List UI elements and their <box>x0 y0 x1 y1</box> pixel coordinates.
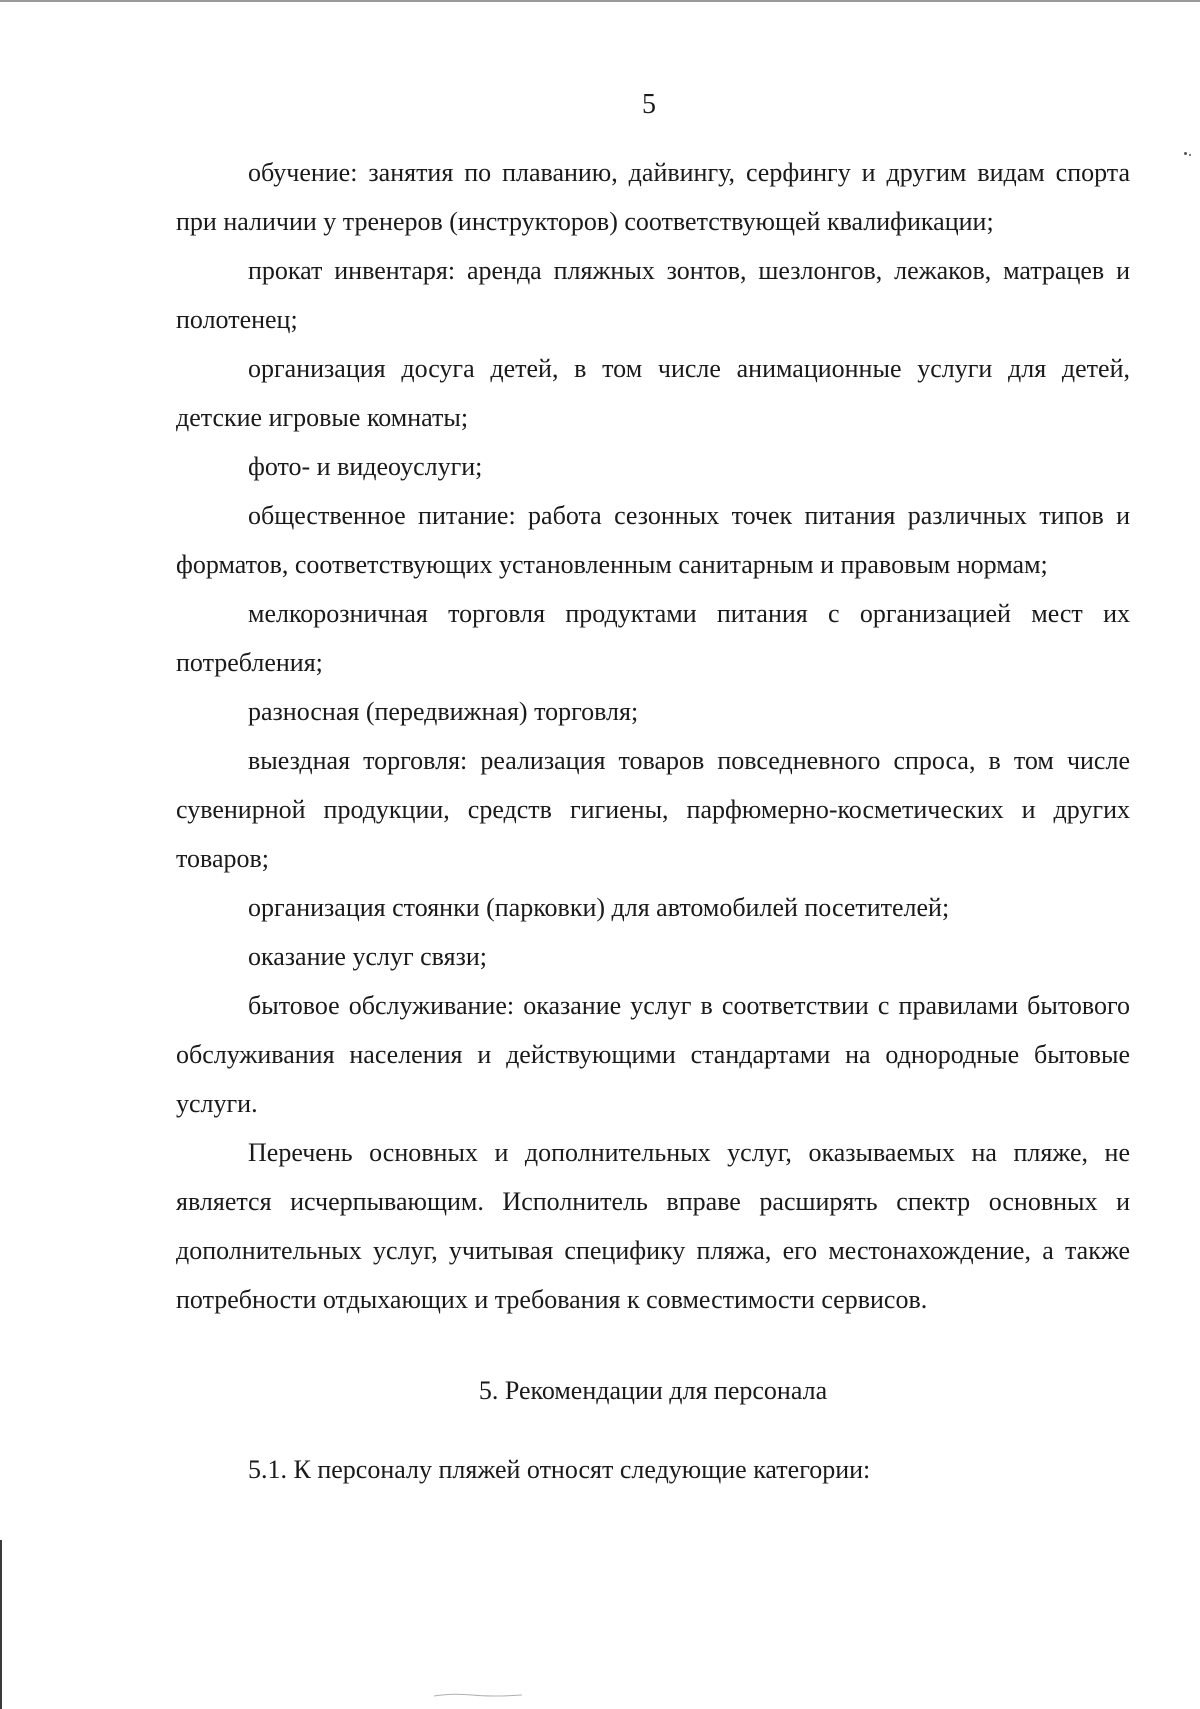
paragraph-small-retail: мелкорозничная торговля продуктами питания с организацией мест их потребления; <box>176 599 1130 677</box>
scan-top-edge <box>0 0 1200 2</box>
paragraph-children-leisure: организация досуга детей, в том числе анимационные услуги для детей, детские игровые комнаты; <box>176 354 1130 432</box>
paragraph-catering: общественное питание: работа сезонных точек питания различных типов и форматов, соответствующих установленным санитарным и правовым нормам; <box>176 501 1130 579</box>
clause-5-1: 5.1. К персоналу пляжей относят следующие категории: <box>248 1455 871 1484</box>
paragraph-photo-video: фото- и видеоуслуги; <box>248 452 483 481</box>
paragraph-consumer-services: бытовое обслуживание: оказание услуг в соответствии с правилами бытового обслуживания населения и действующими стандартами на однородные бытовые услуги. <box>176 991 1130 1118</box>
paragraph-communication: оказание услуг связи; <box>248 942 487 971</box>
section-heading: 5. Рекомендации для персонала <box>478 1376 828 1405</box>
scan-specks <box>1180 150 1200 170</box>
document-body <box>176 148 1130 1494</box>
paragraph-equipment-rental: прокат инвентаря: аренда пляжных зонтов, шезлонгов, лежаков, матрацев и полотенец; <box>176 256 1130 334</box>
paragraph-mobile-trade: выездная торговля: реализация товаров повседневного спроса, в том числе сувенирной продукции, средств гигиены, парфюмерно-косметических и других товаров; <box>176 746 1130 873</box>
scan-speck <box>1189 154 1191 156</box>
scan-left-edge <box>0 1540 2 1709</box>
scan-speck <box>1184 152 1187 155</box>
page-number: 5 <box>642 89 656 120</box>
paragraph-peddling: разносная (передвижная) торговля; <box>248 697 639 726</box>
paragraph-parking: организация стоянки (парковки) для автомобилей посетителей; <box>248 893 950 922</box>
faint-stamp-mark <box>432 1692 524 1698</box>
paragraph-services-list-note: Перечень основных и дополнительных услуг, оказываемых на пляже, не является исчерпывающим. Исполнитель вправе расширять спектр основных и дополнительных услуг, учитывая специфику пляжа, его местонахождение, а также потребности отдыхающих и требования к совместимости сервисов. <box>176 1138 1130 1314</box>
paragraph-training: обучение: занятия по плаванию, дайвингу, серфингу и другим видам спорта при наличии у тренеров (инструкторов) соответствующей квалификации; <box>176 158 1130 236</box>
